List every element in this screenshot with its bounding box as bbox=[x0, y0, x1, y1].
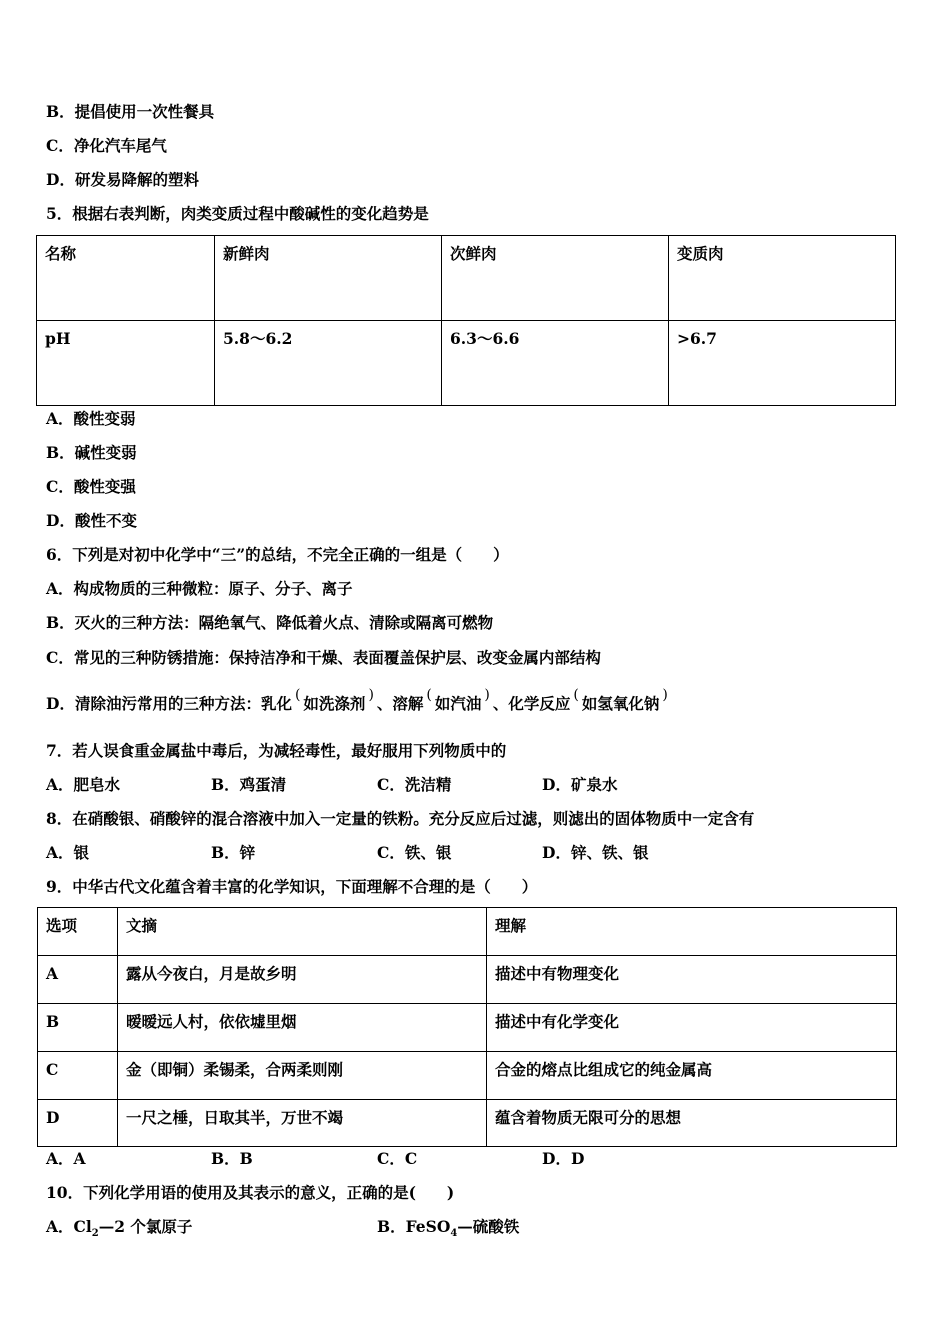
q5-option-a: A．酸性变弱 bbox=[46, 409, 136, 428]
q9-cell: 金（即铜）柔锡柔，合两柔则刚 bbox=[118, 1052, 487, 1100]
q7-stem: 7．若人误食重金属盐中毒后，为减轻毒性，最好服用下列物质中的 bbox=[46, 741, 507, 760]
q9-option-d: D．D bbox=[542, 1149, 585, 1168]
paren-open: ( bbox=[573, 687, 579, 703]
paren-open: ( bbox=[426, 687, 432, 703]
q9-cell: D bbox=[38, 1100, 118, 1147]
q7-option-d: D．矿泉水 bbox=[542, 775, 618, 794]
q5-stem: 5．根据右表判断，肉类变质过程中酸碱性的变化趋势是 bbox=[46, 204, 429, 223]
q8-option-c: C．铁、银 bbox=[377, 843, 452, 862]
q7-option-b: B．鸡蛋清 bbox=[211, 775, 287, 794]
q5-header-cell: 变质肉 bbox=[669, 236, 896, 321]
q9-option-b: B．B bbox=[211, 1149, 253, 1168]
q10-stem: 10．下列化学用语的使用及其表示的意义，正确的是( ) bbox=[46, 1183, 455, 1202]
q9-cell: 露从今夜白，月是故乡明 bbox=[118, 956, 487, 1004]
q10-option-a bbox=[46, 1217, 192, 1244]
q8-stem: 8．在硝酸银、硝酸锌的混合溶液中加入一定量的铁粉。充分反应后过滤，则滤出的固体物质中一定含有 bbox=[46, 809, 755, 828]
q5-header-cell: 新鲜肉 bbox=[215, 236, 442, 321]
q10-b-subscript: 4 bbox=[450, 1228, 458, 1240]
q10-a-tail: —2 个氯原子 bbox=[98, 1217, 193, 1236]
paren-close: ) bbox=[484, 687, 490, 703]
q9-header-cell: 文摘 bbox=[118, 908, 487, 956]
q5-option-c: C．酸性变强 bbox=[46, 477, 136, 496]
q10-b-tail: —硫酸铁 bbox=[457, 1217, 520, 1236]
q9-cell: 描述中有物理变化 bbox=[487, 956, 897, 1004]
q9-table bbox=[37, 907, 897, 1147]
q5-cell: 6.3～6.6 bbox=[442, 321, 669, 406]
q10-a-subscript: 2 bbox=[91, 1228, 99, 1240]
q9-header-cell: 理解 bbox=[487, 908, 897, 956]
q9-cell: 暧暧远人村，依依墟里烟 bbox=[118, 1004, 487, 1052]
table-row bbox=[38, 1004, 897, 1052]
q5-table bbox=[36, 235, 896, 406]
table-row bbox=[38, 956, 897, 1004]
q9-cell: B bbox=[38, 1004, 118, 1052]
q4-option-c: C．净化汽车尾气 bbox=[46, 136, 167, 155]
paren-close: ) bbox=[662, 687, 668, 703]
q6-option-b: B．灭火的三种方法：隔绝氧气、降低着火点、清除或隔离可燃物 bbox=[46, 613, 494, 632]
q6-d-lead: D．清除油污常用的三种方法：乳化 bbox=[46, 694, 292, 713]
q5-option-b: B．碱性变弱 bbox=[46, 443, 137, 462]
q9-option-c: C．C bbox=[377, 1149, 418, 1168]
q8-option-b: B．锌 bbox=[211, 843, 256, 862]
q8-option-d: D．锌、铁、银 bbox=[542, 843, 649, 862]
q9-header-cell: 选项 bbox=[38, 908, 118, 956]
q6-d-example-1: 如洗涤剂 bbox=[303, 694, 366, 713]
q6-option-d bbox=[46, 687, 671, 715]
q9-stem: 9．中华古代文化蕴含着丰富的化学知识，下面理解不合理的是（ ） bbox=[46, 877, 538, 896]
q7-option-a: A．肥皂水 bbox=[46, 775, 121, 794]
q5-cell: >6.7 bbox=[669, 321, 896, 406]
q5-cell: 5.8～6.2 bbox=[215, 321, 442, 406]
q5-header-cell: 名称 bbox=[37, 236, 215, 321]
q9-option-a: A．A bbox=[46, 1149, 86, 1168]
q9-cell: 合金的熔点比组成它的纯金属高 bbox=[487, 1052, 897, 1100]
q4-option-b: B．提倡使用一次性餐具 bbox=[46, 102, 215, 121]
q5-option-d: D．酸性不变 bbox=[46, 511, 137, 530]
q10-b-lead: B．FeSO bbox=[377, 1217, 451, 1236]
q6-d-example-3: 如氢氧化钠 bbox=[581, 694, 660, 713]
q6-stem: 6．下列是对初中化学中“三”的总结，不完全正确的一组是（ ） bbox=[46, 545, 509, 564]
q6-option-a: A．构成物质的三种微粒：原子、分子、离子 bbox=[46, 579, 353, 598]
paren-open: ( bbox=[294, 687, 301, 703]
q6-d-example-2: 如汽油 bbox=[434, 694, 482, 713]
q5-header-cell: 次鲜肉 bbox=[442, 236, 669, 321]
q9-cell: 描述中有化学变化 bbox=[487, 1004, 897, 1052]
q6-option-c: C．常见的三种防锈措施：保持洁净和干燥、表面覆盖保护层、改变金属内部结构 bbox=[46, 648, 601, 667]
q10-option-b bbox=[377, 1217, 519, 1244]
table-row bbox=[38, 1100, 897, 1147]
q9-cell: 一尺之棰，日取其半，万世不竭 bbox=[118, 1100, 487, 1147]
q4-option-d: D．研发易降解的塑料 bbox=[46, 170, 199, 189]
q6-d-mid-2: 、化学反应 bbox=[492, 694, 571, 713]
table-row bbox=[38, 1052, 897, 1100]
q7-option-c: C．洗洁精 bbox=[377, 775, 452, 794]
q5-cell: pH bbox=[37, 321, 215, 406]
q10-a-lead: A．Cl bbox=[46, 1217, 92, 1236]
paren-close: ) bbox=[368, 687, 374, 703]
q9-cell: C bbox=[38, 1052, 118, 1100]
q9-cell: 蕴含着物质无限可分的思想 bbox=[487, 1100, 897, 1147]
q9-cell: A bbox=[38, 956, 118, 1004]
q6-d-mid-1: 、溶解 bbox=[376, 694, 424, 713]
q8-option-a: A．银 bbox=[46, 843, 90, 862]
